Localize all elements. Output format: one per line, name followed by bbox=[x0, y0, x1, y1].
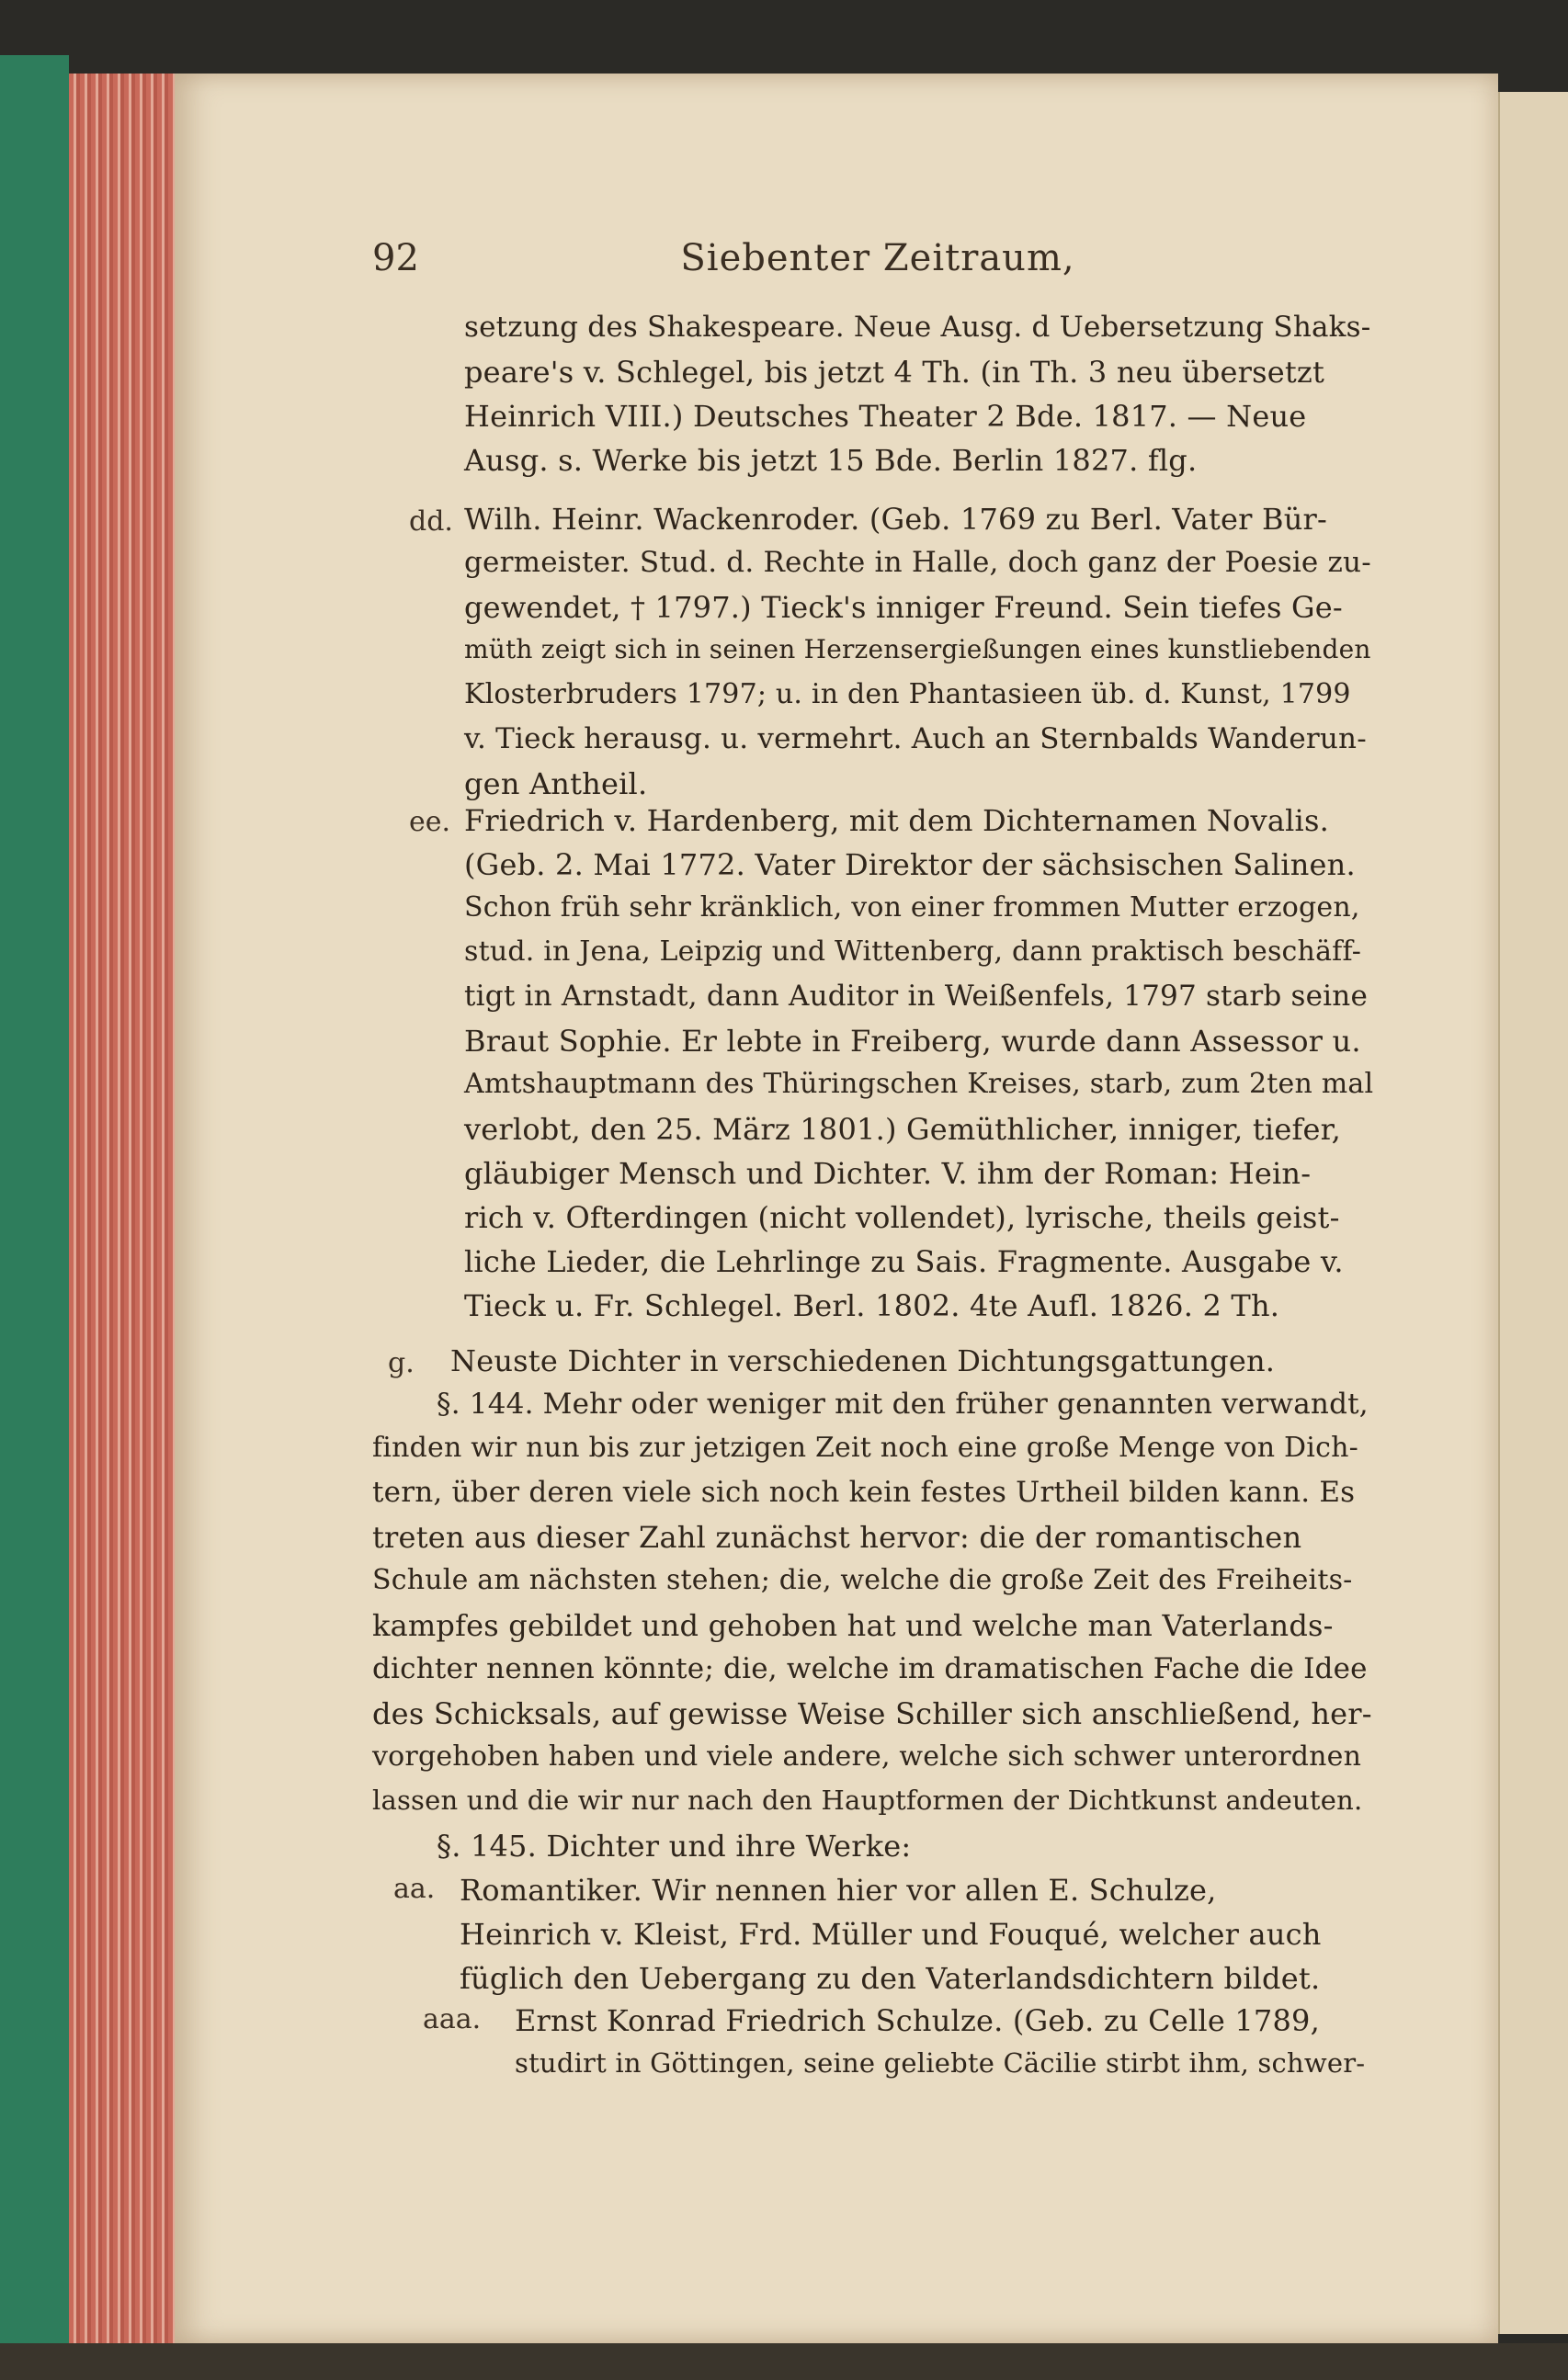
text-line: v. Tieck herausg. u. vermehrt. Auch an Sternbalds Wanderun- bbox=[464, 722, 1367, 755]
text-line: lassen und die wir nur nach den Hauptformen der Dichtkunst andeuten. bbox=[372, 1785, 1363, 1816]
text-line: peare's v. Schlegel, bis jetzt 4 Th. (in Th. 3 neu übersetzt bbox=[464, 355, 1325, 390]
text-line: Tieck u. Fr. Schlegel. Berl. 1802. 4te Aufl. 1826. 2 Th. bbox=[464, 1288, 1280, 1323]
text-line: kampfes gebildet und gehoben hat und welche man Vaterlands- bbox=[372, 1608, 1334, 1643]
section-heading: Neuste Dichter in verschiedenen Dichtungsgattungen. bbox=[450, 1343, 1276, 1378]
book-cover-edge bbox=[0, 55, 69, 2343]
text-line: Schon früh sehr kränklich, von einer frommen Mutter erzogen, bbox=[464, 891, 1360, 924]
text-line: germeister. Stud. d. Rechte in Halle, doch ganz der Poesie zu- bbox=[464, 546, 1371, 579]
text-line: Amtshauptmann des Thüringschen Kreises, starb, zum 2ten mal bbox=[464, 1068, 1374, 1100]
text-line: Heinrich v. Kleist, Frd. Müller und Fouqué, welcher auch bbox=[460, 1917, 1322, 1952]
text-line: Ausg. s. Werke bis jetzt 15 Bde. Berlin 1827. flg. bbox=[464, 443, 1198, 478]
text-line: Ernst Konrad Friedrich Schulze. (Geb. zu Celle 1789, bbox=[515, 2003, 1320, 2038]
text-line: vorgehoben haben und viele andere, welche sich schwer unterordnen bbox=[372, 1740, 1362, 1773]
marker-g: g. bbox=[388, 1347, 415, 1379]
text-line: finden wir nun bis zur jetzigen Zeit noch eine große Menge von Dich- bbox=[372, 1432, 1358, 1464]
text-line: müth zeigt sich in seinen Herzensergießungen eines kunstliebenden bbox=[464, 634, 1371, 664]
text-line: füglich den Uebergang zu den Vaterlandsdichtern bildet. bbox=[460, 1961, 1321, 1996]
marker-aaa: aaa. bbox=[423, 2003, 482, 2035]
text-line: (Geb. 2. Mai 1772. Vater Direktor der sächsischen Salinen. bbox=[464, 847, 1356, 882]
page-header bbox=[372, 237, 1383, 292]
text-line: Friedrich v. Hardenberg, mit dem Dichternamen Novalis. bbox=[464, 803, 1329, 838]
text-line: §. 144. Mehr oder weniger mit den früher genannten verwandt, bbox=[437, 1388, 1369, 1421]
text-line: stud. in Jena, Leipzig und Wittenberg, dann praktisch beschäff- bbox=[464, 935, 1362, 968]
running-head: Siebenter Zeitraum, bbox=[680, 237, 1075, 279]
text-line: Klosterbruders 1797; u. in den Phantasieen üb. d. Kunst, 1799 bbox=[464, 678, 1351, 710]
scan-bottom-strip bbox=[0, 2343, 1568, 2380]
text-line: Braut Sophie. Er lebte in Freiberg, wurde dann Assessor u. bbox=[464, 1024, 1361, 1059]
text-line: liche Lieder, die Lehrlinge zu Sais. Fragmente. Ausgabe v. bbox=[464, 1244, 1344, 1279]
text-line: §. 145. Dichter und ihre Werke: bbox=[437, 1829, 912, 1864]
text-line: Schule am nächsten stehen; die, welche die große Zeit des Freiheits- bbox=[372, 1564, 1353, 1596]
text-line: Heinrich VIII.) Deutsches Theater 2 Bde. 1817. — Neue bbox=[464, 399, 1307, 434]
text-line: des Schicksals, auf gewisse Weise Schiller sich anschließend, her- bbox=[372, 1696, 1372, 1731]
marker-dd: dd. bbox=[409, 505, 453, 538]
text-line: verlobt, den 25. März 1801.) Gemüthlicher, inniger, tiefer, bbox=[464, 1112, 1341, 1147]
text-line: gewendet, † 1797.) Tieck's inniger Freund. Sein tiefes Ge- bbox=[464, 590, 1343, 625]
text-line: gen Antheil. bbox=[464, 766, 648, 801]
text-line: rich v. Ofterdingen (nicht vollendet), lyrische, theils geist- bbox=[464, 1200, 1340, 1235]
text-line: Wilh. Heinr. Wackenroder. (Geb. 1769 zu Berl. Vater Bür- bbox=[464, 502, 1328, 537]
text-line: gläubiger Mensch und Dichter. V. ihm der Roman: Hein- bbox=[464, 1156, 1312, 1191]
text-line: dichter nennen könnte; die, welche im dramatischen Fache die Idee bbox=[372, 1652, 1368, 1685]
text-line: tigt in Arnstadt, dann Auditor in Weißenfels, 1797 starb seine bbox=[464, 980, 1368, 1013]
facing-page-edge bbox=[1498, 92, 1568, 2334]
text-line: tern, über deren viele sich noch kein festes Urtheil bilden kann. Es bbox=[372, 1476, 1356, 1509]
text-line: treten aus dieser Zahl zunächst hervor: die der romantischen bbox=[372, 1520, 1302, 1555]
marker-aa: aa. bbox=[393, 1873, 436, 1905]
text-line: setzung des Shakespeare. Neue Ausg. d Uebersetzung Shaks- bbox=[464, 311, 1371, 344]
text-line: studirt in Göttingen, seine geliebte Cäcilie stirbt ihm, schwer- bbox=[515, 2047, 1366, 2079]
text-line: Romantiker. Wir nennen hier vor allen E. Schulze, bbox=[460, 1873, 1217, 1908]
marker-ee: ee. bbox=[409, 806, 451, 838]
page-number: 92 bbox=[372, 237, 419, 279]
